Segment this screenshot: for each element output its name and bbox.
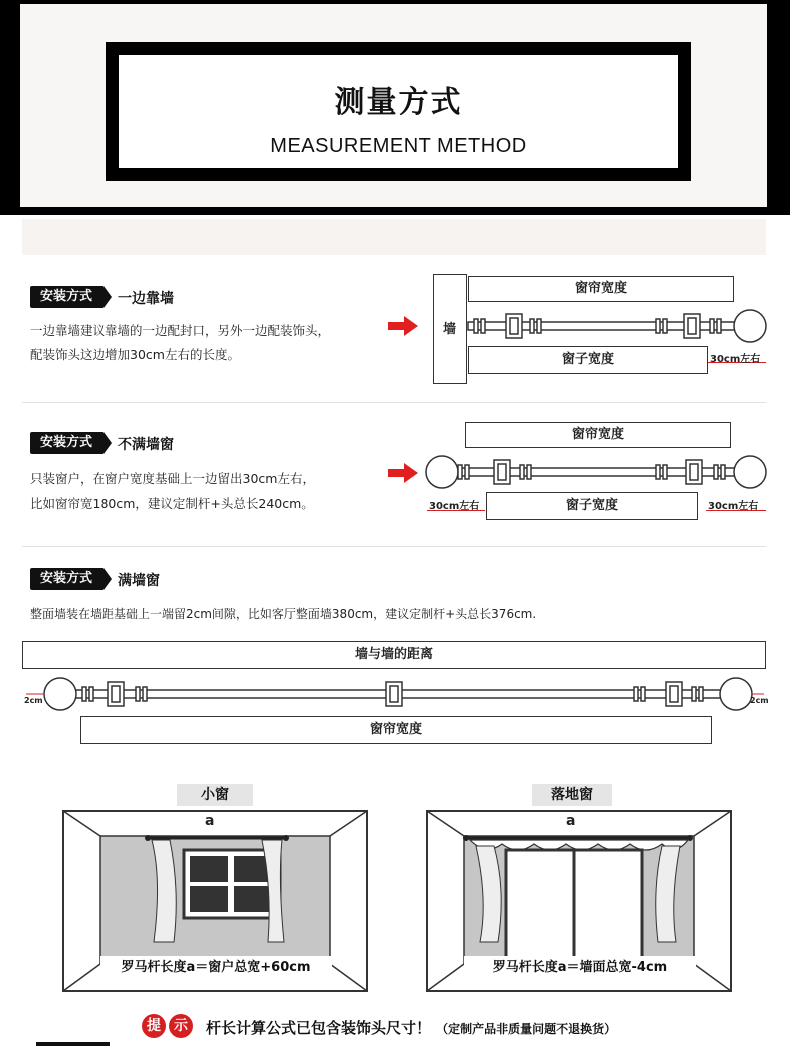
notice-small: （定制产品非质量问题不退换货）: [436, 1022, 617, 1036]
room-floor-window-label: 落地窗: [532, 784, 612, 806]
page-title: 测量方式: [334, 85, 463, 120]
panel-top-band: [22, 219, 766, 255]
curtain-width-label: 窗帘宽度: [574, 281, 627, 296]
extra-right-label: 30cm左右: [708, 501, 759, 512]
section-1-desc-line2: 配装饰头这边增加30cm左右的长度。: [30, 347, 240, 362]
section-2-curtain-width-box: [465, 422, 731, 448]
notice: [206, 1017, 766, 1038]
extra-left-label: 30cm左右: [429, 501, 480, 512]
title-box: [119, 55, 678, 168]
curtain-rod-icon: [24, 672, 766, 716]
section-1-desc-line1: 一边靠墙建议靠墙的一边配封口，另外一边配装饰头，: [30, 323, 331, 338]
notice-seal-2: 示: [169, 1014, 193, 1038]
section-1-tag: 安装方式: [30, 286, 104, 308]
wall-distance-label: 墙与墙的距离: [354, 647, 433, 662]
section-1-title: 一边靠墙: [118, 291, 174, 307]
section-3-title: 满墙窗: [118, 573, 160, 589]
small-window-formula: 罗马杆长度a＝窗户总宽+60cm: [100, 956, 332, 975]
section-3-desc-line1: 整面墙装在墙距基础上一端留2cm间隙，比如客厅整面墙380cm，建议定制杆+头总长376cm.: [30, 607, 537, 621]
measure-a-label: a: [205, 813, 215, 829]
room-small-window-label: 小窗: [177, 784, 253, 806]
section-3-curtain-width-box: [80, 716, 712, 744]
section-2-title: 不满墙窗: [118, 437, 174, 453]
extra-right-label: 30cm左右: [710, 354, 761, 365]
measure-a-label: a: [566, 813, 576, 829]
footer-bar: [36, 1042, 110, 1046]
section-2-window-width-box: [486, 492, 698, 520]
gap-left-label: 2cm: [24, 696, 43, 705]
notice-seal-1: 提: [142, 1014, 166, 1038]
wall-distance-box: [22, 641, 766, 669]
red-arrow-icon: [388, 316, 418, 336]
floor-window-formula: 罗马杆长度a＝墙面总宽-4cm: [464, 956, 696, 975]
window-width-label: 窗子宽度: [561, 352, 614, 367]
curtain-rod-icon: [424, 452, 768, 492]
window-width-label: 窗子宽度: [565, 498, 618, 513]
notice-main: 杆长计算公式已包含装饰头尺寸！: [206, 1019, 432, 1037]
section-2-desc-line2: 比如窗帘宽180cm，建议定制杆+头总长240cm。: [30, 496, 314, 511]
curtain-width-label: 窗帘宽度: [369, 722, 422, 737]
section-3-tag: 安装方式: [30, 568, 104, 590]
divider: [22, 546, 766, 547]
gap-right-label: 2cm: [750, 696, 769, 705]
red-arrow-icon: [388, 463, 418, 483]
section-2-tag: 安装方式: [30, 432, 104, 454]
page-subtitle: MEASUREMENT METHOD: [270, 135, 527, 157]
section-1-window-width-box: [468, 346, 708, 374]
divider: [22, 402, 766, 403]
section-2-desc-line1: 只装窗户，在窗户宽度基础上一边留出30cm左右，: [30, 471, 315, 486]
curtain-width-label: 窗帘宽度: [571, 427, 624, 442]
curtain-rod-icon: [466, 306, 768, 350]
wall-label: 墙: [443, 322, 457, 337]
section-1-curtain-width-box: [468, 276, 734, 302]
